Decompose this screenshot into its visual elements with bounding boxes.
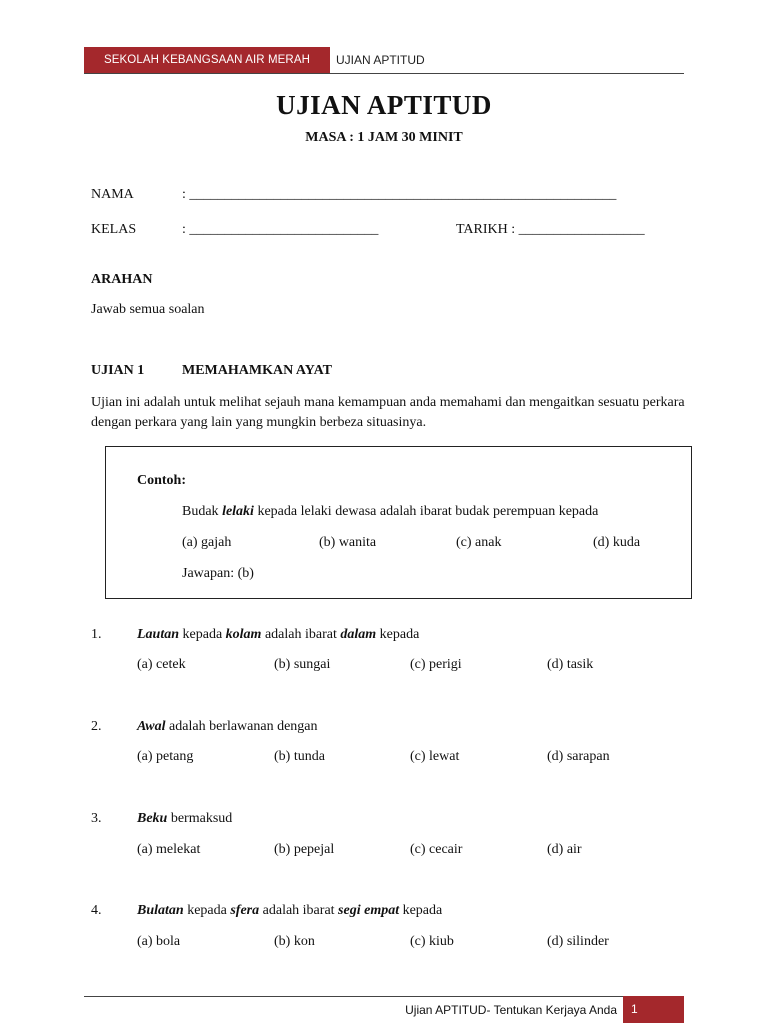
answer-option: (a) bola xyxy=(137,934,181,949)
example-option-d: (d) kuda xyxy=(593,535,641,550)
section-title: MEMAHAMKAN AYAT xyxy=(182,363,332,378)
instructions-text: Jawab semua soalan xyxy=(91,302,205,317)
answer-option: (c) lewat xyxy=(410,749,460,764)
header-school-banner: SEKOLAH KEBANGSAAN AIR MERAH xyxy=(84,47,330,73)
question-text-part: bermaksud xyxy=(167,811,233,826)
question-text-part: kepada xyxy=(399,903,443,918)
question-term: kolam xyxy=(225,627,262,642)
answer-option: (a) melekat xyxy=(137,842,201,857)
answer-option: (b) kon xyxy=(274,934,315,949)
question-number: 1. xyxy=(91,627,102,642)
answer-option: (b) sungai xyxy=(274,657,331,672)
question-term: Awal xyxy=(137,719,166,734)
answer-option: (c) cecair xyxy=(410,842,463,857)
question-term: Lautan xyxy=(137,627,180,642)
question-term: dalam xyxy=(340,627,377,642)
answer-option: (d) sarapan xyxy=(547,749,610,764)
question-text-part: adalah ibarat xyxy=(261,627,341,642)
answer-option: (c) perigi xyxy=(410,657,462,672)
page-number: 1 xyxy=(623,996,684,1023)
example-question-start: Budak xyxy=(182,504,223,519)
answer-option: (b) tunda xyxy=(274,749,325,764)
question-text-part: kepada xyxy=(179,627,226,642)
instructions-heading: ARAHAN xyxy=(91,272,153,287)
question-number: 4. xyxy=(91,903,102,918)
question-number: 2. xyxy=(91,719,102,734)
question-term: Beku xyxy=(137,811,168,826)
example-option-b: (b) wanita xyxy=(319,535,377,550)
class-label: KELAS xyxy=(91,222,137,237)
footer-text: Ujian APTITUD- Tentukan Kerjaya Anda xyxy=(405,1003,617,1017)
question-term: Bulatan xyxy=(137,903,184,918)
example-heading: Contoh: xyxy=(137,473,187,488)
example-option-a: (a) gajah xyxy=(182,535,232,550)
document-title: UJIAN APTITUD xyxy=(276,90,492,120)
section-description: Ujian ini adalah untuk melihat sejauh mana kemampuan anda memahami dan mengaitkan sesuatu perkara dengan perkara yang lain yang mungkin berbeza situasinya. xyxy=(91,395,685,430)
question-text-part: adalah berlawanan dengan xyxy=(165,719,318,734)
answer-option: (d) air xyxy=(547,842,582,857)
question-text xyxy=(137,719,318,735)
answer-option: (b) pepejal xyxy=(274,842,335,857)
answer-option: (d) tasik xyxy=(547,657,594,672)
question-text xyxy=(137,903,442,919)
class-field: : ___________________________ xyxy=(182,222,379,237)
question-text xyxy=(137,627,419,643)
document-time: MASA : 1 JAM 30 MINIT xyxy=(305,130,463,145)
question-text-part: adalah ibarat xyxy=(259,903,339,918)
section-label: UJIAN 1 xyxy=(91,363,145,378)
example-answer: Jawapan: (b) xyxy=(182,566,254,581)
header-title: UJIAN APTITUD xyxy=(336,53,425,67)
question-number: 3. xyxy=(91,811,102,826)
name-label: NAMA xyxy=(91,187,134,202)
answer-option: (a) petang xyxy=(137,749,194,764)
header-divider xyxy=(84,73,684,74)
example-question xyxy=(182,504,598,520)
answer-option: (d) silinder xyxy=(547,934,609,949)
name-field: : _____________________________________________________________ xyxy=(182,187,617,202)
question-term: segi empat xyxy=(338,903,400,918)
example-question-end: kepada lelaki dewasa adalah ibarat budak perempuan kepada xyxy=(253,504,599,519)
question-text-part: kepada xyxy=(183,903,231,918)
question-text-part: kepada xyxy=(376,627,420,642)
example-question-emphasis: lelaki xyxy=(222,504,254,519)
question-term: sfera xyxy=(230,903,260,918)
answer-option: (a) cetek xyxy=(137,657,186,672)
example-option-c: (c) anak xyxy=(456,535,502,550)
date-field: TARIKH : __________________ xyxy=(456,222,645,237)
question-text xyxy=(137,811,232,827)
answer-option: (c) kiub xyxy=(410,934,454,949)
